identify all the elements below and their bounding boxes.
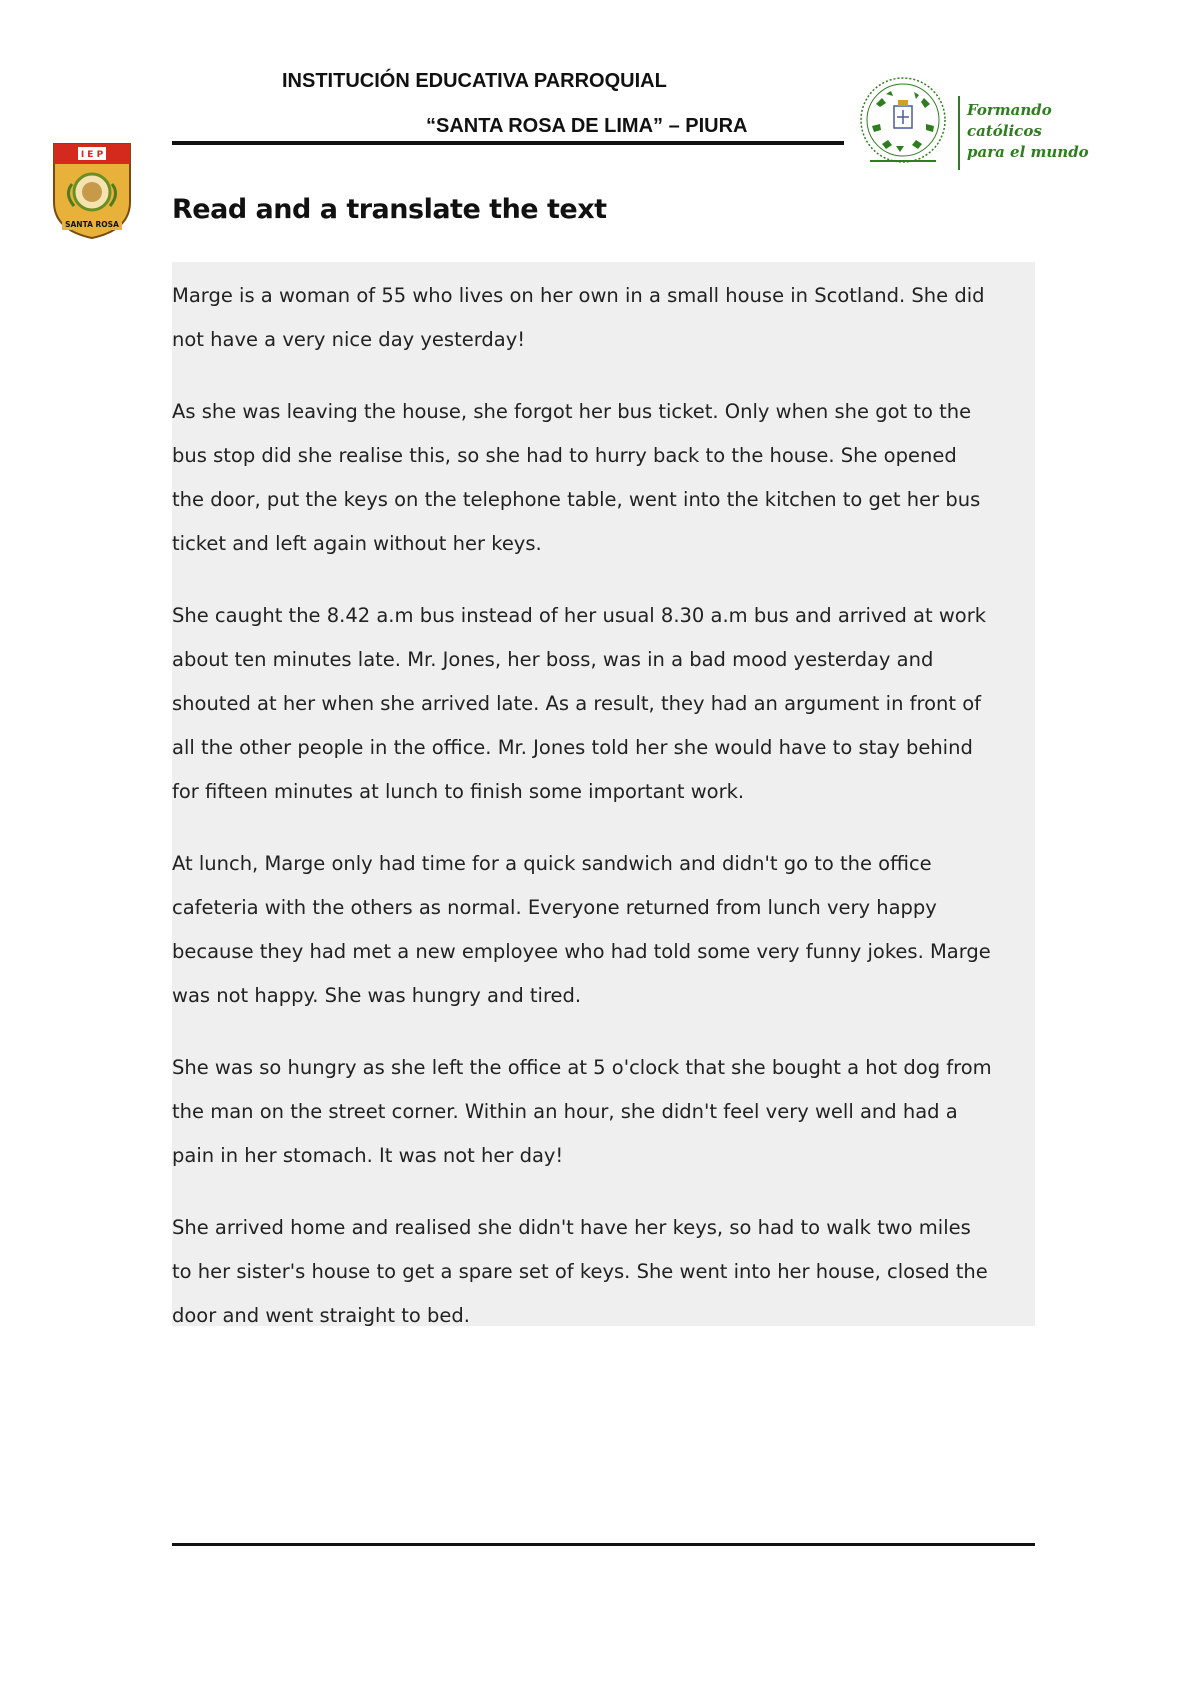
crest-label: SANTA ROSA [65,220,119,229]
crest-top-text: I E P [80,150,104,160]
paragraph-2: As she was leaving the house, she forgot her bus ticket. Only when she got to the bus stop did she realise this, so she had to hurry back to the house. She opened the door, put the keys on the telephone table, went into the kitchen to get her bus ticket and left again without her keys. [172,400,981,555]
school-name: “SANTA ROSA DE LIMA” – PIURA [426,115,748,137]
paragraph-5: She was so hungry as she left the office at 5 o'clock that she bought a hot dog from the man on the street corner. Within an hour, she didn't feel very well and had a pain in her stomach. It was not her day! [172,1056,992,1167]
school-crest-icon [50,140,134,240]
paragraph-3: She caught the 8.42 a.m bus instead of her usual 8.30 a.m bus and arrived at work about ten minutes late. Mr. Jones, her boss, was in a bad mood yesterday and shouted at her when she arrived late. As a result, they had an argument in front of all the other people in the office. Mr. Jones told her she would have to stay behind for fifteen minutes at lunch to finish some important work. [172,604,987,803]
header-divider [172,141,844,145]
paragraph-6: She arrived home and realised she didn't have her keys, so had to walk two miles to her sister's house to get a spare set of keys. She went into her house, closed the door and went straight to bed. [172,1216,988,1327]
footer-divider [172,1543,1035,1546]
paragraph-1: Marge is a woman of 55 who lives on her own in a small house in Scotland. She did not have a very nice day yesterday! [172,284,985,351]
parish-seal-icon [856,74,950,170]
motto-text: Formando católicos para el mundo [967,101,1089,161]
page-title: Read and a translate the text [172,194,607,225]
institution-name: INSTITUCIÓN EDUCATIVA PARROQUIAL [282,70,667,92]
paragraph-4: At lunch, Marge only had time for a quick sandwich and didn't go to the office cafeteria with the others as normal. Everyone returned from lunch very happy because they had met a new employee who had told some very funny jokes. Marge was not happy. She was hungry and tired. [172,852,991,1007]
school-motto [967,100,1089,163]
motto-divider [958,96,960,170]
